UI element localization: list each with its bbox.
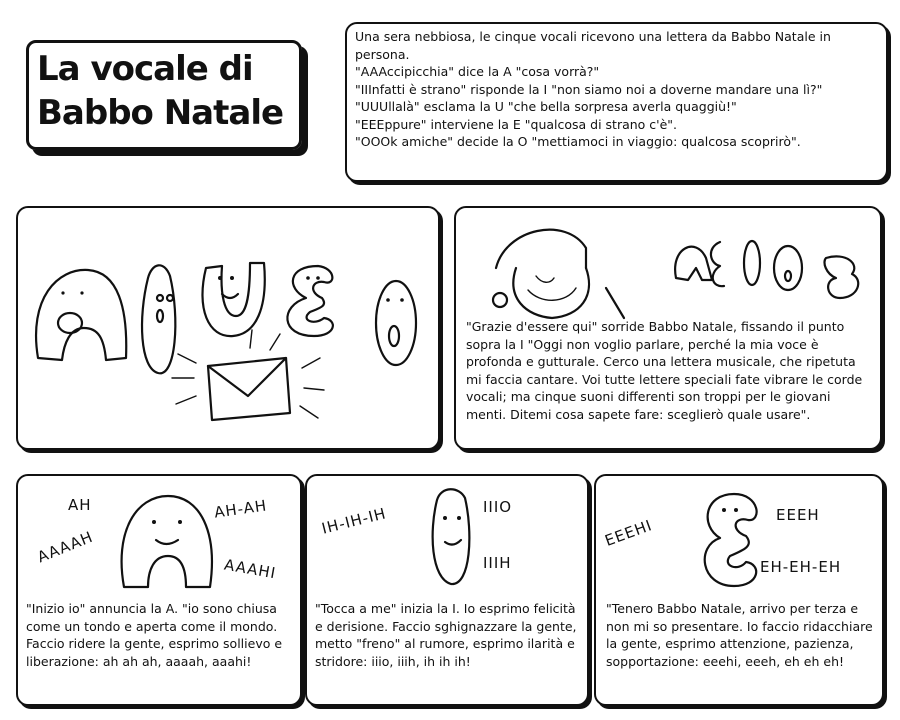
sfx-ih-ih-ih: IH-IH-IH (319, 504, 389, 538)
panel-santa (454, 206, 882, 450)
panel-vowel-i (305, 474, 589, 706)
vowel-i-character (142, 265, 175, 373)
vowel-e-drawing (694, 486, 774, 596)
vowel-e-text: "Tenero Babbo Natale, arrivo per terza e non mi so presentare. Io faccio ridacchiare la gente, esprimo attenzione, pazienza, sopportazione: eeehi, eeeh, eh eh eh! (606, 601, 873, 669)
intro-line: Una sera nebbiosa, le cinque vocali ricevono una lettera da Babbo Natale in persona. (355, 29, 831, 62)
sfx-eeeh: EEEH (776, 506, 820, 524)
intro-line: "AAAccipicchia" dice la A "cosa vorrà?" (355, 64, 600, 79)
vowel-a-text: "Inizio io" annuncia la A. "io sono chiusa come un tondo e aperta come il mondo. Faccio ridere la gente, esprimo sollievo e liberazione: ah ah ah, aaaah, aaahi! (26, 601, 283, 669)
intro-line: "IIInfatti è strano" risponde la I "non siamo noi a doverne mandare una lì?" (355, 81, 823, 97)
intro-line: "OOOk amiche" decide la O "mettiamoci in viaggio: qualcosa scoprirò". (355, 134, 801, 149)
intro-line: "UUUllalà" esclama la U "che bella sorpresa averla quaggiù!" (355, 99, 737, 114)
vowel-i-text: "Tocca a me" inizia la I. Io esprimo felicità e derisione. Faccio sghignazzare la gente, metto "freno" al rumore, esprimo ilarità e stridore: iiio, iiih, ih ih ih! (315, 601, 577, 669)
panel-vowel-a (16, 474, 302, 706)
vowel-a-drawing (106, 482, 226, 592)
envelope-icon (172, 330, 324, 420)
santa-speech-text: "Grazie d'essere qui" sorride Babbo Natale, fissando il punto sopra la I "Oggi non voglio parlare, perché la mia voce è profonda e gutturale. Cerco una lettera musicale, che ripetuta mi faccia cantare. Voi tutte lettere speciali fate vibrare le corde vocali; ma cinque suoni differenti son troppi per le giovani menti. Ditemi cosa sapete fare: sceglierò quale usare". (466, 319, 863, 422)
comic-title-box (26, 40, 302, 150)
vowels-envelope-drawing (18, 208, 437, 447)
vowel-i-drawing (423, 482, 483, 592)
vowel-o-character (376, 281, 416, 365)
vowel-u-character (202, 263, 264, 336)
vowel-a-character (36, 270, 126, 360)
title-line-1: La vocale di (37, 49, 253, 89)
santa-drawing (456, 208, 879, 320)
sfx-ah-ah: AH-AH (213, 496, 269, 522)
sfx-iiih: IIIH (483, 554, 512, 572)
intro-line: "EEEppure" interviene la E "qualcosa di strano c'è". (355, 116, 678, 132)
santa-claus-figure (493, 230, 624, 318)
intro-narration-box (345, 22, 888, 182)
small-vowels-group (675, 241, 858, 298)
sfx-eeehi: EEEHI (602, 516, 655, 550)
sfx-ah: AH (68, 496, 92, 514)
panel-vowel-e (594, 474, 884, 706)
sfx-aaaah: AAAAH (34, 527, 96, 567)
vowel-e-character (287, 266, 332, 336)
title-line-2: Babbo Natale (37, 93, 284, 133)
panel-vowels-letter (16, 206, 440, 450)
sfx-eh-eh-eh: EH-EH-EH (760, 558, 842, 576)
sfx-aaahi: AAAHI (222, 555, 278, 583)
sfx-iiio: IIIO (483, 498, 513, 516)
